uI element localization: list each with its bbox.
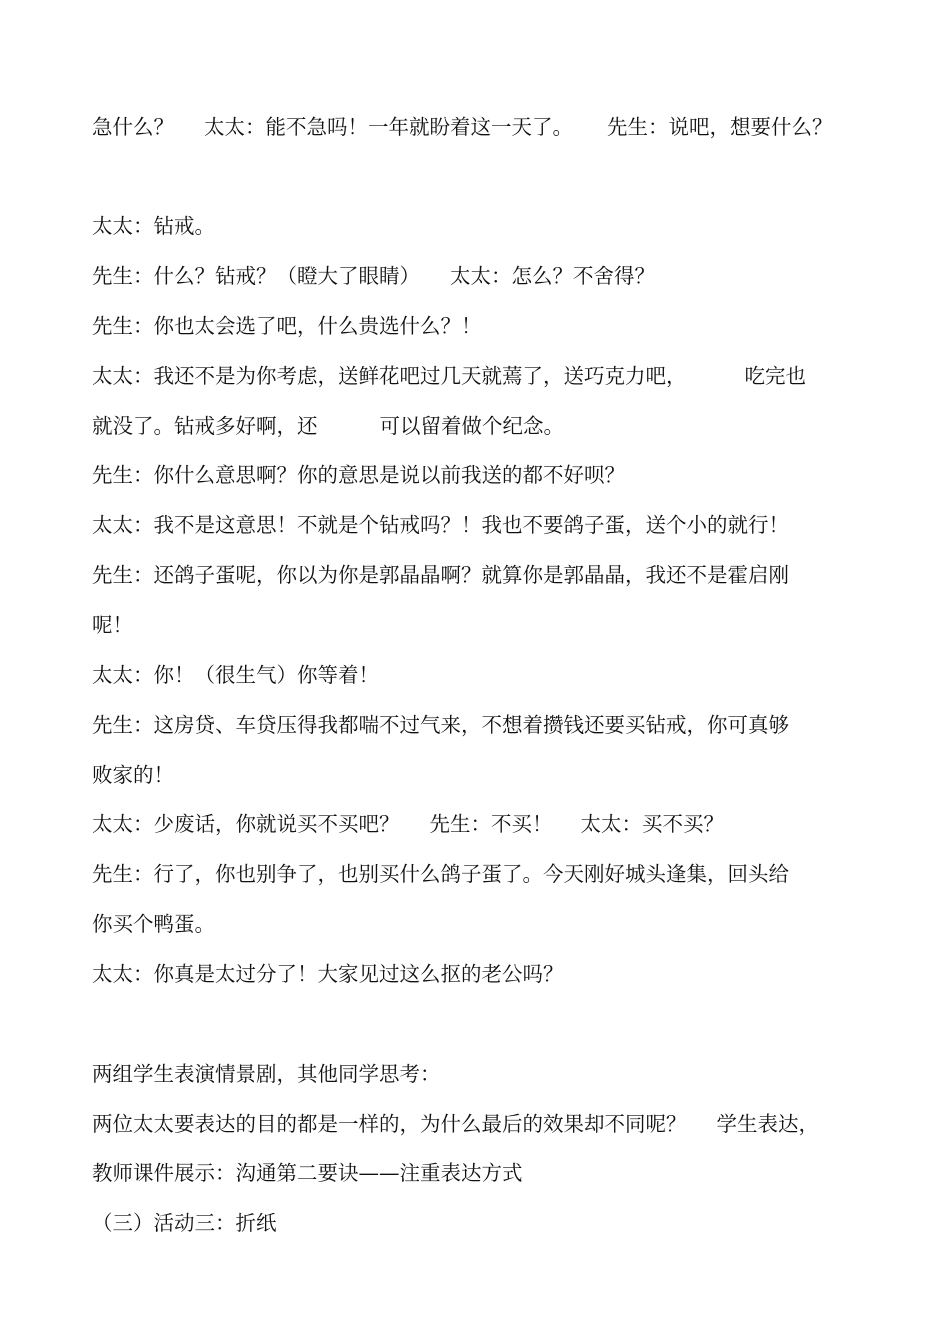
text-segment: 太太：少废话，你就说买不买吧？ bbox=[92, 812, 400, 836]
text-segment: 先生：你什么意思啊？你的意思是说以前我送的都不好呗？ bbox=[92, 463, 625, 487]
text-line bbox=[92, 362, 880, 390]
text-segment: 吃完也 bbox=[744, 364, 806, 388]
text-segment: 你买个鸭蛋。 bbox=[92, 912, 215, 936]
text-segment: 可以留着做个纪念。 bbox=[379, 414, 564, 438]
text-segment: 太太：我不是这意思！不就是个钻戒吗？！我也不要鸽子蛋，送个小的就行！ bbox=[92, 513, 789, 537]
text-segment: 先生：还鸽子蛋呢，你以为你是郭晶晶啊？就算你是郭晶晶，我还不是霍启刚 bbox=[92, 563, 789, 587]
text-segment: 太太：你！（很生气）你等着！ bbox=[92, 663, 379, 687]
text-line bbox=[92, 561, 880, 589]
text-segment: 先生：你也太会选了吧，什么贵选什么？！ bbox=[92, 314, 482, 338]
text-line bbox=[92, 1159, 880, 1187]
text-line bbox=[92, 910, 880, 938]
text-line bbox=[92, 611, 880, 639]
text-segment: 急什么？ bbox=[92, 115, 174, 139]
text-segment: 太太：我还不是为你考虑，送鲜花吧过几天就蔫了，送巧克力吧， bbox=[92, 364, 687, 388]
text-segment: 先生：这房贷、车贷压得我都喘不过气来，不想着攒钱还要买钻戒，你可真够 bbox=[92, 713, 789, 737]
text-line bbox=[92, 312, 880, 340]
text-segment: 先生：说吧，想要什么？ bbox=[607, 115, 833, 139]
text-line bbox=[92, 212, 880, 240]
text-line bbox=[92, 412, 880, 440]
text-segment: 败家的！ bbox=[92, 763, 174, 787]
text-line bbox=[92, 661, 880, 689]
text-line bbox=[92, 711, 880, 739]
text-segment: 两组学生表演情景剧，其他同学思考： bbox=[92, 1062, 441, 1086]
text-segment: 先生：行了，你也别争了，也别买什么鸽子蛋了。今天刚好城头逢集，回头给 bbox=[92, 862, 789, 886]
text-line bbox=[92, 262, 880, 290]
text-line bbox=[92, 511, 880, 539]
text-line bbox=[92, 860, 880, 888]
text-line bbox=[92, 960, 880, 988]
text-segment: 学生表达， bbox=[716, 1112, 819, 1136]
text-segment: 就没了。钻戒多好啊，还 bbox=[92, 414, 318, 438]
text-line bbox=[92, 810, 880, 838]
text-segment: 太太：怎么？不舍得？ bbox=[450, 264, 655, 288]
text-segment: 太太：钻戒。 bbox=[92, 214, 215, 238]
text-segment: 太太：买不买？ bbox=[580, 812, 724, 836]
text-line bbox=[92, 461, 880, 489]
text-segment: （三）活动三：折纸 bbox=[92, 1211, 277, 1235]
text-line bbox=[92, 113, 880, 141]
text-line bbox=[92, 1110, 880, 1138]
text-segment: 教师课件展示：沟通第二要诀——注重表达方式 bbox=[92, 1161, 523, 1185]
text-segment: 太太：你真是太过分了！大家见过这么抠的老公吗？ bbox=[92, 962, 564, 986]
text-segment: 先生：不买！ bbox=[429, 812, 553, 836]
text-segment: 先生：什么？钻戒？（瞪大了眼睛） bbox=[92, 264, 420, 288]
text-segment: 太太：能不急吗！一年就盼着这一天了。 bbox=[204, 115, 573, 139]
text-line bbox=[92, 1209, 880, 1237]
text-line bbox=[92, 761, 880, 789]
text-segment: 呢！ bbox=[92, 613, 133, 637]
text-line bbox=[92, 1060, 880, 1088]
text-segment: 两位太太要表达的目的都是一样的，为什么最后的效果却不同呢？ bbox=[92, 1112, 687, 1136]
